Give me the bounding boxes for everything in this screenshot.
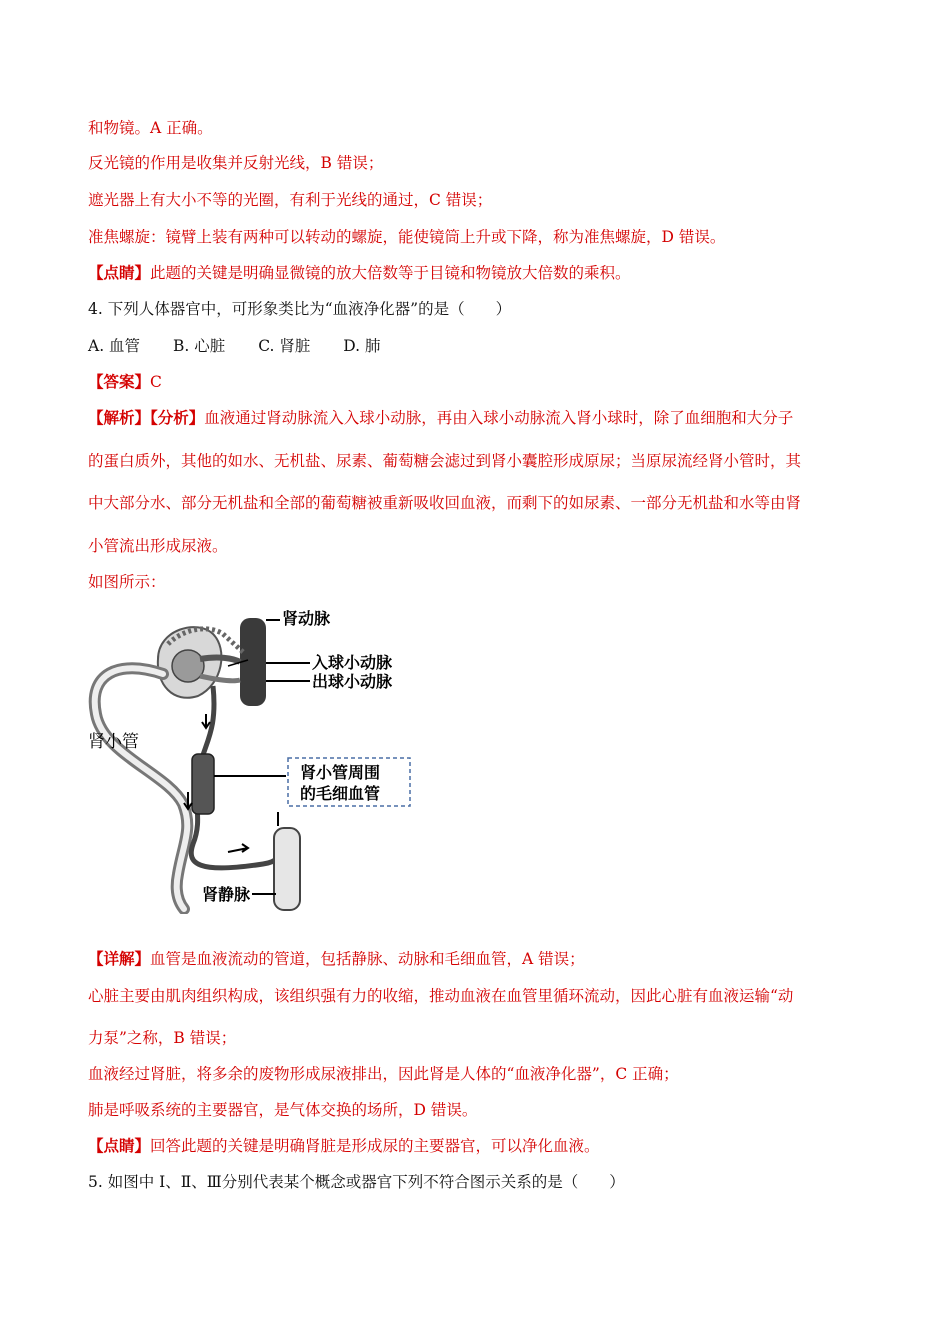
label-afferent-arteriole: 入球小动脉 (312, 653, 393, 672)
question-4-options (88, 336, 409, 356)
tip-tag: 【点睛】 (88, 1136, 151, 1155)
renal-vein-shape (274, 828, 300, 910)
tip-text: 此题的关键是明确显微镜的放大倍数等于目镜和物镜放大倍数的乘积。 (150, 264, 631, 282)
option-d: D. 肺 (343, 337, 381, 355)
nephron-diagram (88, 604, 428, 914)
analysis-line: 小管流出形成尿液。 (88, 537, 228, 555)
question-5-stem: 5. 如图中 I、Ⅱ、Ⅲ分别代表某个概念或器官下列不符合图示关系的是（ ） (88, 1173, 625, 1191)
label-capillary-1: 肾小管周围 (300, 763, 381, 782)
answer-tag: 【答案】 (88, 372, 151, 391)
detail-text: 血管是血液流动的管道，包括静脉、动脉和毛细血管，A 错误； (150, 950, 585, 968)
label-renal-vein: 肾静脉 (202, 885, 251, 904)
analysis-tag: 【解析】【分析】 (88, 408, 205, 427)
glomerulus (172, 650, 204, 682)
text-line: 遮光器上有大小不等的光圈，有利于光线的通过，C 错误； (88, 191, 493, 209)
text-line: 准焦螺旋：镜臂上装有两种可以转动的螺旋，能使镜筒上升或下降，称为准焦螺旋，D 错误。 (88, 228, 726, 246)
text-line: 反光镜的作用是收集并反射光线，B 错误； (88, 154, 384, 172)
detail-tag: 【详解】 (88, 949, 151, 968)
detail-line: 心脏主要由肌肉组织构成，该组织强有力的收缩，推动血液在血管里循环流动，因此心脏有血液运输“动 (88, 987, 794, 1005)
analysis-line (88, 408, 793, 428)
option-c: C. 肾脏 (258, 337, 311, 355)
detail-line: 肺是呼吸系统的主要器官，是气体交换的场所，D 错误。 (88, 1101, 478, 1119)
analysis-line: 中大部分水、部分无机盐和全部的葡萄糖被重新吸收回血液，而剩下的如尿素、一部分无机盐和水等由肾 (88, 494, 802, 512)
detail-line: 力泵”之称，B 错误； (88, 1029, 237, 1047)
tip-text: 回答此题的关键是明确肾脏是形成尿的主要器官，可以净化血液。 (150, 1137, 600, 1155)
label-renal-tubule: 肾小管 (88, 732, 139, 752)
tip-paragraph (88, 263, 631, 283)
tip-tag: 【点睛】 (88, 263, 151, 282)
analysis-text: 血液通过肾动脉流入入球小动脉，再由入球小动脉流入肾小球时，除了血细胞和大分子 (204, 409, 794, 427)
option-b: B. 心脏 (173, 337, 226, 355)
analysis-line: 的蛋白质外，其他的如水、无机盐、尿素、葡萄糖会滤过到肾小囊腔形成原尿；当原尿流经肾小管时，其 (88, 452, 802, 470)
label-efferent-arteriole: 出球小动脉 (312, 672, 393, 691)
option-a: A. 血管 (88, 337, 141, 355)
answer-value: C (150, 373, 162, 391)
text-line: 和物镜。A 正确。 (88, 119, 213, 137)
label-capillary-2: 的毛细血管 (300, 784, 381, 803)
tip-paragraph (88, 1136, 600, 1156)
answer-line (88, 372, 162, 392)
figure-intro: 如图所示： (88, 573, 166, 591)
label-renal-artery: 肾动脉 (282, 609, 331, 628)
detail-line: 血液经过肾脏，将多余的废物形成尿液排出，因此肾是人体的“血液净化器”，C 正确； (88, 1065, 679, 1083)
detail-line (88, 949, 585, 969)
question-4-stem: 4. 下列人体器官中，可形象类比为“血液净化器”的是（ ） (88, 300, 512, 318)
